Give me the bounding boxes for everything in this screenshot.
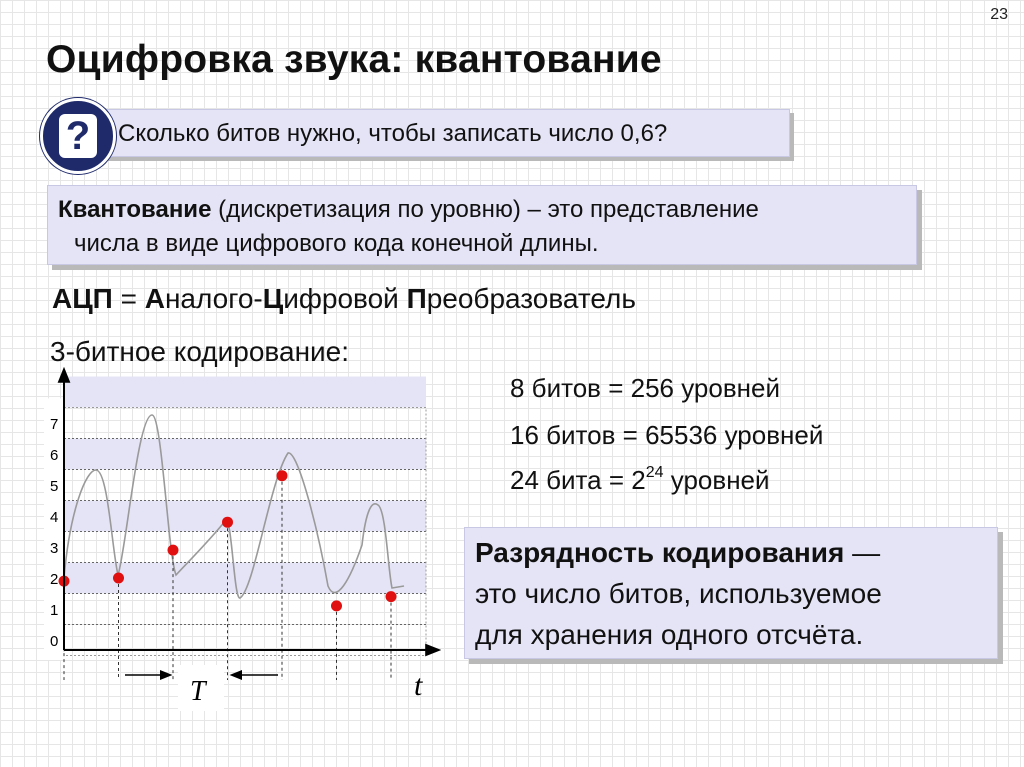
sample-point xyxy=(277,470,288,481)
y-tick-label: 6 xyxy=(50,447,59,464)
level-band xyxy=(64,377,426,408)
definition-line-2: числа в виде цифрового кода конечной длины. xyxy=(74,230,599,257)
sample-point xyxy=(113,573,124,584)
adc-letter-a: А xyxy=(144,283,165,314)
slide-title: Оцифровка звука: квантование xyxy=(46,38,662,81)
coding-label: 3-битное кодирование: xyxy=(50,336,350,367)
definition-rest: (дискретизация по уровню) – это представление xyxy=(211,196,759,223)
y-tick-label: 5 xyxy=(50,478,59,495)
adc-letter-p: П xyxy=(406,283,427,314)
bit-depth-line-2: это число битов, используемое xyxy=(475,578,882,609)
sample-point xyxy=(222,517,233,528)
y-tick-background xyxy=(44,398,64,660)
level-band xyxy=(64,439,426,470)
adc-eq: = xyxy=(112,283,145,314)
adc-definition xyxy=(52,283,636,315)
adc-word-p: реобразователь xyxy=(426,283,636,314)
sample-point xyxy=(386,591,397,602)
y-tick-label: 4 xyxy=(50,509,59,526)
adc-letter-c: Ц xyxy=(262,283,284,314)
levels-8-bit: 8 битов = 256 уровней xyxy=(510,373,781,403)
definition-line-1 xyxy=(58,196,759,224)
y-tick-label: 1 xyxy=(50,602,59,619)
definition-term: Квантование xyxy=(58,196,212,223)
levels-24-bit xyxy=(510,465,770,496)
levels-24-pre: 24 бита = 2 xyxy=(510,465,646,495)
bit-depth-term: Разрядность кодирования xyxy=(475,537,845,568)
sample-point xyxy=(168,545,179,556)
levels-24-exponent: 24 xyxy=(645,464,664,482)
x-axis-label: t xyxy=(414,669,423,702)
adc-word-c: ифровой xyxy=(283,283,407,314)
y-tick-label: 3 xyxy=(50,540,59,557)
adc-abbr: АЦП xyxy=(52,283,113,314)
levels-16-bit: 16 битов = 65536 уровней xyxy=(510,420,824,450)
bit-depth-dash: — xyxy=(844,537,881,568)
y-tick-label: 2 xyxy=(50,571,59,588)
bit-depth-line-3: для хранения одного отсчёта. xyxy=(475,619,864,650)
question-text: Сколько битов нужно, чтобы записать число 0,6? xyxy=(118,120,668,147)
period-label: T xyxy=(190,676,206,707)
quantization-chart xyxy=(0,360,460,720)
y-tick-label: 7 xyxy=(50,416,59,433)
slide-number: 23 xyxy=(990,6,1008,23)
bit-depth-line-1 xyxy=(475,537,880,569)
y-tick-label: 0 xyxy=(50,633,59,650)
adc-word-a: налого- xyxy=(164,283,263,314)
question-icon xyxy=(40,98,116,174)
levels-24-post: уровней xyxy=(663,465,770,495)
question-mark: ? xyxy=(59,114,97,158)
sample-point xyxy=(331,600,342,611)
